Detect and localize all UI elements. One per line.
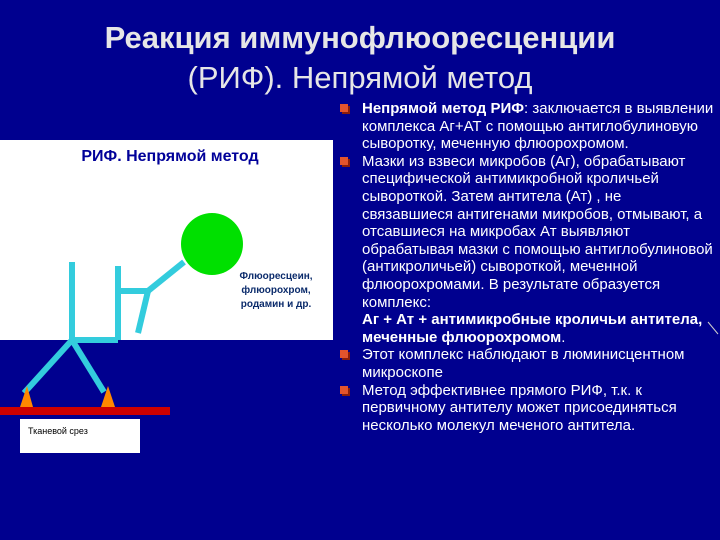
fluorophore-label-line: Флюоресцеин, <box>239 271 313 282</box>
fluorophore-label-line: родамин и др. <box>240 299 312 310</box>
figure-caption: РИФ. Непрямой метод <box>81 148 259 165</box>
tissue-surface <box>0 407 170 415</box>
list-item-text: Метод эффективнее прямого РИФ, т.к. к первичному антителу может присоединяться несколько молекул меченого антитела. <box>362 381 677 434</box>
secondary-antibody-arm-up <box>148 262 184 291</box>
fluorophore-circle <box>181 213 243 275</box>
secondary-antibody-arm-down <box>138 291 148 333</box>
tissue-label: Тканевой срез <box>28 426 88 436</box>
list-item-text: : заключается в выявлении комплекса Аг+АТ с помощью антиглобулиновую сыворотку, меченную флюорохромом. <box>362 100 714 153</box>
list-item-formula <box>338 311 716 346</box>
fluorophore-label-line: флюорохром, <box>241 285 311 296</box>
primary-antibody <box>24 262 118 393</box>
list-item <box>338 382 716 435</box>
title-line-2: (РИФ). Непрямой метод <box>187 60 533 95</box>
description-list <box>338 100 716 434</box>
list-item-text: Этот комплекс наблюдают в люминисцентном микроскопе <box>362 346 685 381</box>
title-line-1: Реакция иммунофлюоресценции <box>104 20 616 55</box>
fluorophore-label <box>224 270 328 312</box>
list-item <box>338 346 716 381</box>
list-item <box>338 153 716 311</box>
list-item-bold: Непрямой метод РИФ <box>362 100 525 117</box>
formula-text: Аг + Ат + антимикробные кроличьи антитела, меченные флюорохромом <box>362 311 703 346</box>
secondary-antibody <box>121 262 184 333</box>
list-item <box>338 100 716 153</box>
primary-antibody-joint-left <box>24 340 72 393</box>
primary-antibody-stem <box>72 340 104 392</box>
formula-end: . <box>561 328 566 346</box>
list-item-text: Мазки из взвеси микробов (Аг), обрабатывают специфической антимикробной кроличьей сывороткой. Затем антитела (Ат) , не связавшиеся антигенами микробов, отмывают, а отсавшиеся на микробах Ат выявляют обрабатывая мазки с помощью антиглобулиновой (антикроличьей) сывороткой, меченной флюорохромами. В результате образуется комплекс: <box>362 152 713 311</box>
